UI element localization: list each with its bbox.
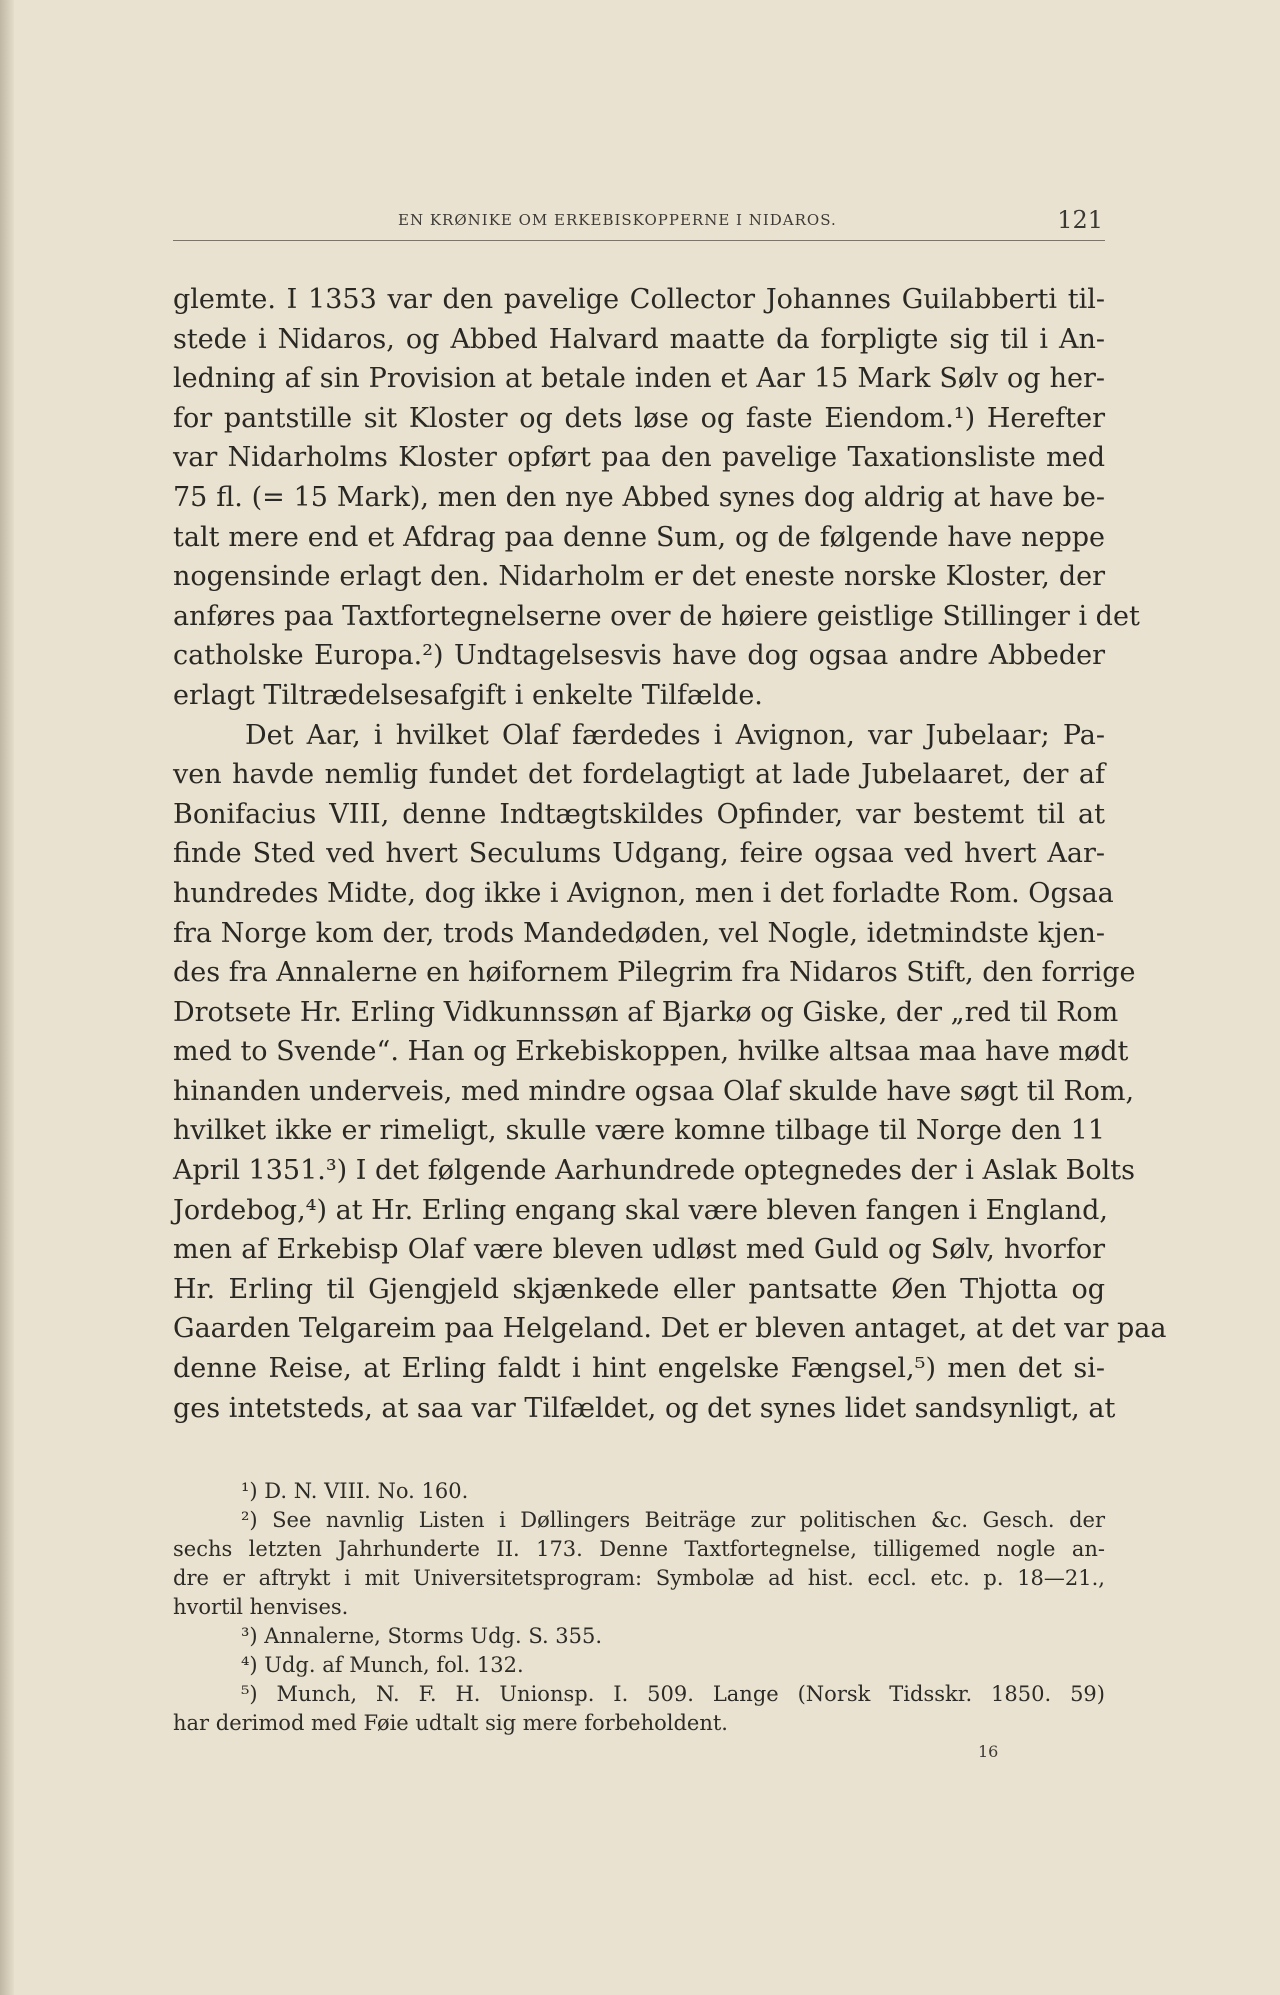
text-line: Jordebog,⁴) at Hr. Erling engang skal være bleven fangen i England, (173, 1194, 1108, 1226)
text-line: ven havde nemlig fundet det fordelagtigt at lade Jubelaaret, der af (173, 759, 1105, 791)
text-line: for pantstille sit Kloster og dets løse og faste Eiendom.¹) Herefter (173, 402, 1105, 434)
page-binding-edge (0, 0, 14, 1995)
footnotes (173, 1477, 1105, 1738)
text-line: stede i Nidaros, og Abbed Halvard maatte da forpligte sig til i An- (173, 323, 1105, 355)
header-rule (173, 240, 1105, 241)
footnote-line: ³) Annalerne, Storms Udg. S. 355. (241, 1624, 603, 1648)
text-line: hvilket ikke er rimeligt, skulle være komne tilbage til Norge den 11 (173, 1115, 1105, 1147)
text-line: Drotsete Hr. Erling Vidkunnssøn af Bjarkø og Giske, der „red til Rom (173, 996, 1119, 1028)
text-line: fra Norge kom der, trods Mandedøden, vel Nogle, idetmindste kjen- (173, 917, 1105, 949)
footnote-line: dre er aftrykt i mit Universitetsprogram: Symbolæ ad hist. eccl. etc. p. 18—21., (173, 1566, 1105, 1590)
text-line: catholske Europa.²) Undtagelsesvis have dog ogsaa andre Abbeder (173, 640, 1105, 672)
text-line: men af Erkebisp Olaf være bleven udløst med Guld og Sølv, hvorfor (173, 1234, 1105, 1266)
text-line: finde Sted ved hvert Seculums Udgang, feire ogsaa ved hvert Aar- (173, 838, 1105, 870)
text-line: talt mere end et Afdrag paa denne Sum, og de følgende have neppe (173, 521, 1105, 553)
footnote-line: hvortil henvises. (173, 1595, 349, 1619)
text-line: des fra Annalerne en høifornem Pilegrim fra Nidaros Stift, den forrige (173, 957, 1136, 989)
footnote-line: ¹) D. N. VIII. No. 160. (241, 1479, 469, 1503)
text-line: hundredes Midte, dog ikke i Avignon, men i det forladte Rom. Ogsaa (173, 877, 1114, 909)
footnote-line: ⁴) Udg. af Munch, fol. 132. (241, 1653, 524, 1677)
footnote-line: sechs letzten Jahrhunderte II. 173. Denne Taxtfortegnelse, tilligemed nogle an- (173, 1537, 1105, 1561)
text-line: ges intetsteds, at saa var Tilfældet, og det synes lidet sandsynligt, at (173, 1392, 1116, 1424)
text-line: hinanden underveis, med mindre ogsaa Olaf skulde have søgt til Rom, (173, 1075, 1135, 1107)
running-head (173, 206, 1105, 240)
text-line: nogensinde erlagt den. Nidarholm er det eneste norske Kloster, der (173, 561, 1105, 593)
text-line: med to Svende“. Han og Erkebiskoppen, hvilke altsaa maa have mødt (173, 1036, 1129, 1068)
text-line: glemte. I 1353 var den pavelige Collector Johannes Guilabberti til- (173, 284, 1105, 315)
text-line: Det Aar, i hvilket Olaf færdedes i Avignon, var Jubelaar; Pa- (245, 719, 1105, 751)
footnote-line: ⁵) Munch, N. F. H. Unionsp. I. 509. Lange (Norsk Tidsskr. 1850. 59) (241, 1682, 1105, 1706)
text-line: denne Reise, at Erling faldt i hint engelske Fængsel,⁵) men det si- (173, 1353, 1105, 1385)
text-line: 75 fl. (= 15 Mark), men den nye Abbed synes dog aldrig at have be- (173, 481, 1105, 513)
signature-mark: 16 (978, 1742, 999, 1761)
text-line: April 1351.³) I det følgende Aarhundrede optegnedes der i Aslak Bolts (173, 1155, 1135, 1187)
text-line: erlagt Tiltrædelsesafgift i enkelte Tilfælde. (173, 679, 763, 711)
page-number: 121 (1057, 206, 1103, 234)
running-title: EN KRØNIKE OM ERKEBISKOPPERNE I NIDAROS. (398, 211, 837, 229)
main-text (173, 280, 1167, 1428)
text-line: ledning af sin Provision at betale inden et Aar 15 Mark Sølv og her- (173, 363, 1105, 395)
text-line: Bonifacius VIII, denne Indtægtskildes Opfinder, var bestemt til at (173, 798, 1105, 830)
footnote-line: har derimod med Føie udtalt sig mere forbeholdent. (173, 1711, 728, 1735)
text-line: anføres paa Taxtfortegnelserne over de høiere geistlige Stillinger i det (173, 600, 1140, 632)
text-line: var Nidarholms Kloster opført paa den pavelige Taxationsliste med (173, 442, 1105, 474)
footnote-line: ²) See navnlig Listen i Døllingers Beiträge zur politischen &c. Gesch. der (241, 1508, 1105, 1532)
text-line: Gaarden Telgareim paa Helgeland. Det er bleven antaget, at det var paa (173, 1313, 1167, 1345)
text-line: Hr. Erling til Gjengjeld skjænkede eller pantsatte Øen Thjotta og (173, 1273, 1105, 1305)
